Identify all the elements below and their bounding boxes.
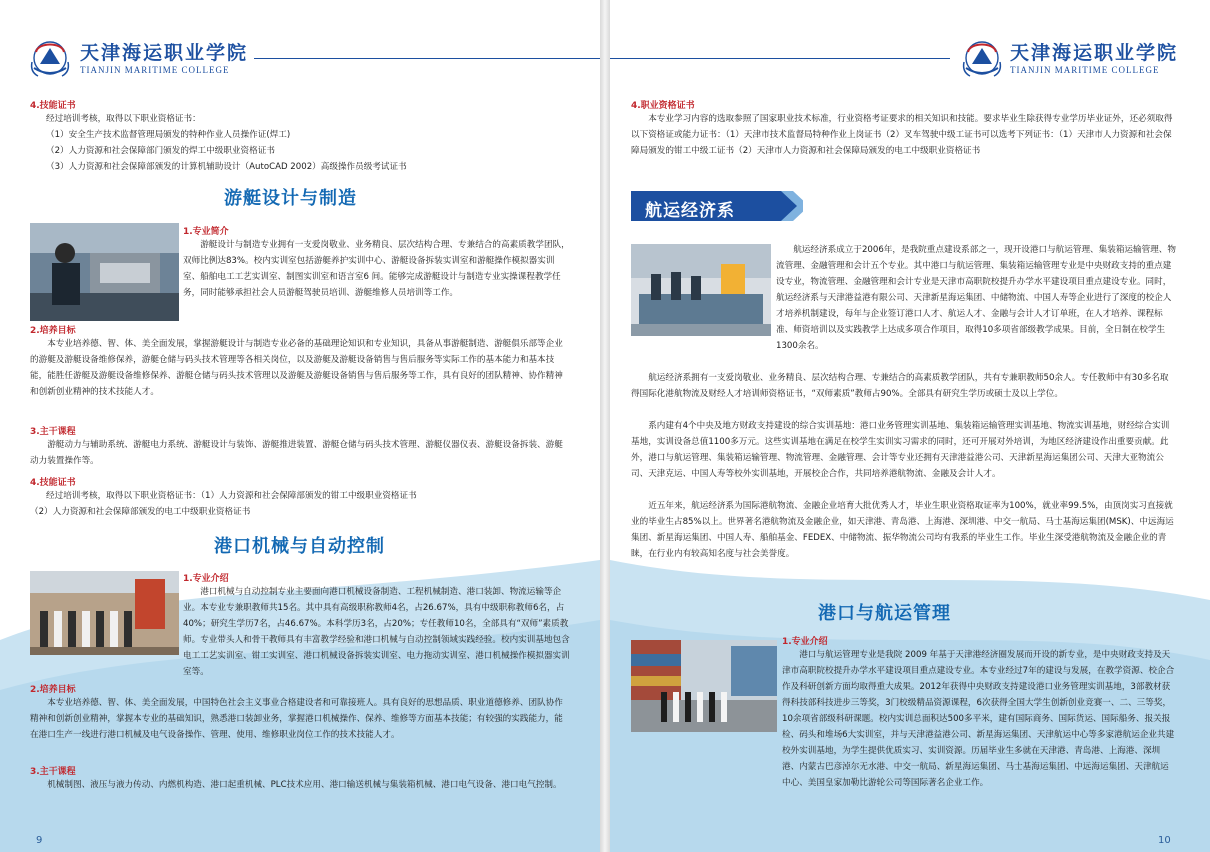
right-page	[610, 0, 1210, 852]
department-title-text: 航运经济系	[645, 201, 735, 221]
section-heading: 3.主干课程	[30, 767, 76, 777]
body-text: 本专业学习内容的选取参照了国家职业技术标准，行业资格考证要求的相关知识和技能。要求毕业生除获得专业学历毕业证外，还必须取得以下资格证或能力证书：（1）天津市技术监督局特种作业上岗证书（2）叉车驾驶中级工证书可以选考下列证书：（1）天津市人力资源和社会保障局颁发的钳工中级工证书（2）天津市人力资源和社会保障局颁发的电工中级职业资格证书	[631, 114, 1173, 156]
body-text: 经过培训考核，取得以下职业资格证书：	[46, 114, 201, 124]
section-heading: 1.专业介绍	[183, 574, 229, 584]
brand-name-zh: 天津海运职业学院	[80, 42, 249, 64]
body-text: 游艇设计与制造专业拥有一支爱岗敬业、业务精良、层次结构合理、专兼结合的高素质教学团队，双师比例达83%。校内实训室包括游艇养护实训中心、游艇设备拆装实训室和游艇操作模拟器实训室、船舶电工工艺实训室、制图实训室和语言室6 间。能够完成游艇设计与制造专业实操课程教学任务，同时能够承担社会人员游艇驾驶员培训、游艇维修人员培训等工作。	[183, 240, 570, 298]
body-text: 本专业培养德、智、体、美全面发展，掌握游艇设计与制造专业必备的基础理论知识和专业知识，具备从事游艇制造、游艇俱乐部等企业的游艇及游艇设备维修保养，游艇仓储与码头技术管理等各相关岗位，以及游艇及游艇设备销售与售后服务等实际工作的基本能力和基本技能，能胜任游艇及游艇设备维修保养、游艇仓储与码头技术管理以及游艇及游艇设备销售与售后服务等工作，具有良好的团队精神、协作精神和创新创业精神的技术技能人才。	[30, 339, 563, 397]
brand-name-en: TIANJIN MARITIME COLLEGE	[1010, 65, 1160, 75]
department-title	[631, 191, 803, 221]
body-text: 港口机械与自动控制专业主要面向港口机械设备制造、工程机械制造、港口装卸、物流运输等企业。本专业专兼职教师共15名。其中具有高级职称教师4名，占26.67%，具有中级职称教师6名，占40%；研究生学历7名，占46.67%。本科学历3名，占20%；专任教师10名，全部具有“双师”素质教师。专业带头人和骨干教师具有丰富教学经验和港口机械与自动控制领域实践经验。校内实训基地包含电工工艺实训室、钳工实训室、港口机械设备拆装实训室、电力拖动实训室、港口机械操作模拟器实训室等。	[183, 587, 570, 677]
section-heading: 4.技能证书	[30, 478, 76, 488]
body-text: 近五年来，航运经济系为国际港航物流、金融企业培育大批优秀人才，毕业生职业资格取证率为100%，就业率99.5%，由顶岗实习直接就业的毕业生占85%以上。世界著名港航物流及金融企业，如天津港、青岛港、上海港、深圳港、中交一航局、马士基海运集团(MSK)、中远海运集团、新星海运集团、中国人寿、船舶基金、FEDEX、中储物流、振华物流公司均有我系的毕业生工作。毕业生深受港航物流及金融企业的青睐，在行业内有较高知名度与社会美誉度。	[631, 501, 1174, 559]
header-rule	[610, 58, 950, 59]
page-number: 9	[36, 835, 43, 846]
section-heading: 1.专业介绍	[782, 637, 828, 647]
photo-port-visit-group	[631, 640, 777, 732]
section-heading: 4.职业资格证书	[631, 101, 695, 111]
section-heading: 2.培养目标	[30, 326, 76, 336]
list-item: （2）人力资源和社会保障部门颁发的焊工中级职业资格证书	[46, 146, 275, 156]
body-text: 系内建有4个中央及地方财政支持建设的综合实训基地：港口业务管理实训基地、集装箱运输管理实训基地、物流实训基地，财经综合实训基地，实训设备总值1100多万元。这些实训基地在满足在校学生实训实习需求的同时，还可开展对外培训，为地区经济建设作出重要贡献。此外，港口与航运管理、集装箱运输管理、物流管理、金融管理、会计等专业还拥有天津港益港公司、天津新星海运集团公司、天津大亚物流公司、天津克运、中国人寿等校外实训基地，开展校企合作，共同培养港航物流、金融及会计人才。	[631, 421, 1170, 479]
body-text: 港口与航运管理专业是我院 2009 年基于天津港经济圈发展而开设的新专业，是中央财政支持及天津市高职院校提升办学水平建设项目重点建设专业。本专业经过7年的建设与发展，在教学资源、校企合作及科研创新方面均取得重大成果。2012年获得中央财政支持建设港口业务管理实训基地，3部教材获得科技部科技进步三等奖，3门校级精品资源课程，6次获得全国大学生创新创业竞赛一、二、三等奖，10余项省部级科研课题。校内实训总面积达500多平米，建有国际商务、国际货运、国际船务、报关报检、码头和堆场6大实训室，并与天津港益港公司、新星海运集团、天津航运中心等多家港航运企业共建校外实训基地，为学生提供优质实习、实训资源。历届毕业生多就在天津港、青岛港、上海港、深圳港、内蒙古巴彦淖尔无水港、中交一航局、新星海运集团、马士基海运集团、中远海运集团、天津航运中心、美国皇家加勒比游轮公司等国际著名企业工作。	[782, 650, 1175, 788]
section-title-port-shipping: 港口与航运管理	[818, 603, 951, 624]
body-text: 机械制图、液压与液力传动、内燃机构造、港口起重机械、PLC技术应用、港口输送机械与集装箱机械、港口电气设备、港口电气控制。	[47, 780, 562, 790]
section-title-port-machinery: 港口机械与自动控制	[214, 536, 385, 557]
photo-yacht-workshop	[30, 223, 179, 321]
header-rule	[254, 58, 600, 59]
section-heading: 2.培养目标	[30, 685, 76, 695]
body-text: 游艇动力与辅助系统、游艇电力系统、游艇设计与装饰、游艇推进装置、游艇仓储与码头技术管理、游艇仪器仪表、游艇设备拆装、游艇动力装置操作等。	[30, 440, 563, 466]
page-number: 10	[1158, 835, 1171, 846]
list-item: （1）安全生产技术监督管理局颁发的特种作业人员操作证(焊工)	[46, 130, 291, 140]
section-title-yacht: 游艇设计与制造	[224, 188, 357, 209]
body-text: 经过培训考核，取得以下职业资格证书：（1）人力资源和社会保障部颁发的钳工中级职业资格证书	[46, 491, 417, 501]
section-heading: 3.主干课程	[30, 427, 76, 437]
brand-name-zh: 天津海运职业学院	[1010, 42, 1179, 64]
college-logo-icon	[28, 38, 72, 80]
photo-shipping-model	[631, 244, 771, 336]
book-gutter	[600, 0, 610, 852]
left-page	[0, 0, 600, 852]
body-text: 本专业培养德、智、体、美全面发展，中国特色社会主义事业合格建设者和可靠接班人。具有良好的思想品质、职业道德修养、团队协作精神和创新创业精神，掌握本专业的基础知识，熟悉港口装卸业务，掌握港口机械操作、保养、维修等方面基本技能；有较强的实践能力，能在港口生产一线进行港口机械及电气设备操作、管理、使用、维修职业岗位工作的技术技能人才。	[30, 698, 563, 740]
body-text: （2）人力资源和社会保障部颁发的电工中级职业资格证书	[30, 507, 251, 517]
list-item: （3）人力资源和社会保障部颁发的计算机辅助设计（AutoCAD 2002）高级操作员级考试证书	[46, 162, 407, 172]
section-heading: 4.技能证书	[30, 101, 76, 111]
body-text: 航运经济系拥有一支爱岗敬业、业务精良、层次结构合理、专兼结合的高素质教学团队，共有专兼职教师50余人。专任教师中有30多名取得国际化港航物流及财经人才培训师资格证书，“双师素质”教师占90%。全部具有研究生学历或硕士及以上学位。	[631, 373, 1169, 399]
brand-name-en: TIANJIN MARITIME COLLEGE	[80, 65, 230, 75]
photo-port-machinery-group	[30, 571, 179, 655]
body-text: 航运经济系成立于2006年，是我院重点建设系部之一，现开设港口与航运管理、集装箱运输管理、物流管理、金融管理和会计五个专业。其中港口与航运管理、集装箱运输管理专业是中央财政支持的重点建设专业，物流管理、金融管理和会计专业是天津市高职院校提升办学水平建设项目重点建设专业。同时，航运经济系与天津港益港有限公司、天津新星海运集团、中储物流、中国人寿等企业进行了深度的校企人才培养机制建设，每年与企业签订港口人才、航运人才、金融与会计人才订单班，在人才培养、课程标准、师资培训以及实践教学上达成多项合作项目，取得10多项省部级教学成果。目前，全日制在校学生1300余名。	[776, 245, 1176, 351]
college-logo-icon	[960, 38, 1004, 80]
section-heading: 1.专业简介	[183, 227, 229, 237]
